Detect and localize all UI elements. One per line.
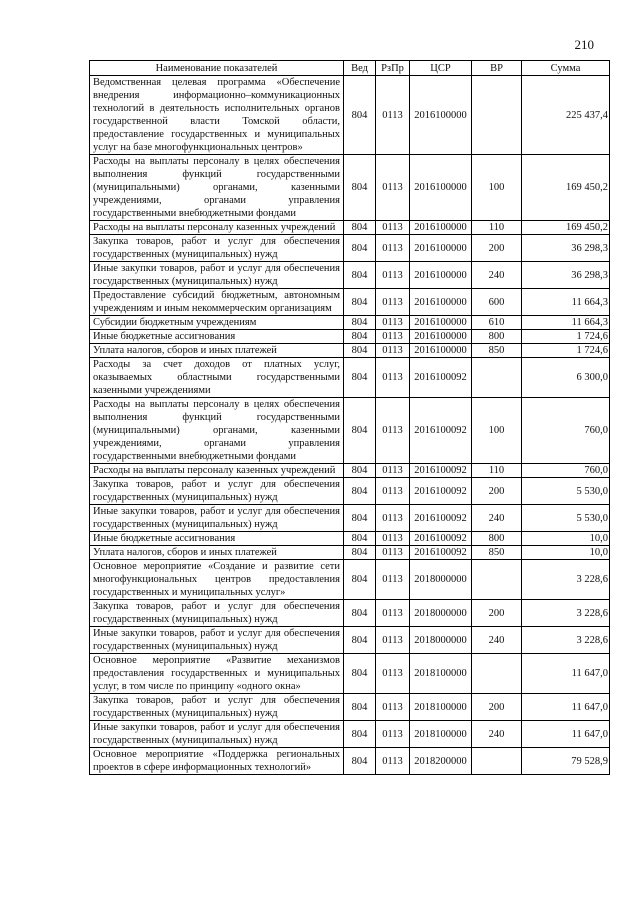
row-rzpr: 0113 — [376, 694, 410, 721]
row-sum: 11 664,3 — [522, 316, 610, 330]
budget-table — [89, 60, 610, 775]
row-name: Расходы на выплаты персоналу казенных учреждений — [90, 464, 344, 478]
row-csr: 2016100000 — [410, 344, 472, 358]
row-ved: 804 — [344, 600, 376, 627]
row-vr — [472, 654, 522, 694]
row-rzpr: 0113 — [376, 505, 410, 532]
header-rzpr: РзПр — [376, 61, 410, 76]
table-row — [90, 546, 610, 560]
row-csr: 2018000000 — [410, 600, 472, 627]
row-vr: 200 — [472, 600, 522, 627]
table-row — [90, 721, 610, 748]
row-sum: 11 664,3 — [522, 289, 610, 316]
row-name: Закупка товаров, работ и услуг для обеспечения государственных (муниципальных) нужд — [90, 694, 344, 721]
row-vr — [472, 560, 522, 600]
table-row — [90, 155, 610, 221]
row-sum: 225 437,4 — [522, 76, 610, 155]
row-csr: 2016100092 — [410, 546, 472, 560]
row-csr: 2018100000 — [410, 721, 472, 748]
row-vr: 850 — [472, 546, 522, 560]
row-sum: 5 530,0 — [522, 505, 610, 532]
row-csr: 2016100000 — [410, 289, 472, 316]
row-sum: 36 298,3 — [522, 235, 610, 262]
row-rzpr: 0113 — [376, 546, 410, 560]
row-rzpr: 0113 — [376, 464, 410, 478]
row-name: Уплата налогов, сборов и иных платежей — [90, 546, 344, 560]
row-rzpr: 0113 — [376, 316, 410, 330]
row-name: Основное мероприятие «Развитие механизмов предоставления государственных и муниципальных услуг, в том числе по принципу «одного окна» — [90, 654, 344, 694]
table-row — [90, 398, 610, 464]
row-name: Ведомственная целевая программа «Обеспечение внедрения информационно–коммуникационных технологий в деятельность исполнительных органов государственной власти Томской области, предоставление государственных и муниципальных услуг на базе многофункциональных центров» — [90, 76, 344, 155]
table-row — [90, 289, 610, 316]
row-vr — [472, 358, 522, 398]
row-csr: 2016100000 — [410, 155, 472, 221]
row-ved: 804 — [344, 560, 376, 600]
table-row — [90, 748, 610, 775]
row-name: Уплата налогов, сборов и иных платежей — [90, 344, 344, 358]
row-rzpr: 0113 — [376, 358, 410, 398]
header-sum: Сумма — [522, 61, 610, 76]
row-csr: 2018200000 — [410, 748, 472, 775]
row-name: Закупка товаров, работ и услуг для обеспечения государственных (муниципальных) нужд — [90, 600, 344, 627]
table-row — [90, 262, 610, 289]
row-ved: 804 — [344, 155, 376, 221]
row-name: Иные закупки товаров, работ и услуг для обеспечения государственных (муниципальных) нужд — [90, 262, 344, 289]
row-name: Иные закупки товаров, работ и услуг для обеспечения государственных (муниципальных) нужд — [90, 505, 344, 532]
table-row — [90, 627, 610, 654]
row-ved: 804 — [344, 464, 376, 478]
row-csr: 2016100000 — [410, 221, 472, 235]
row-vr: 110 — [472, 221, 522, 235]
row-rzpr: 0113 — [376, 235, 410, 262]
row-vr: 850 — [472, 344, 522, 358]
row-ved: 804 — [344, 398, 376, 464]
table-header-row — [90, 61, 610, 76]
header-ved: Вед — [344, 61, 376, 76]
row-rzpr: 0113 — [376, 76, 410, 155]
row-csr: 2016100000 — [410, 316, 472, 330]
table-row — [90, 600, 610, 627]
row-ved: 804 — [344, 748, 376, 775]
table-row — [90, 464, 610, 478]
row-sum: 5 530,0 — [522, 478, 610, 505]
row-csr: 2018100000 — [410, 694, 472, 721]
row-rzpr: 0113 — [376, 748, 410, 775]
header-name: Наименование показателей — [90, 61, 344, 76]
row-csr: 2016100000 — [410, 330, 472, 344]
row-vr: 240 — [472, 721, 522, 748]
table-row — [90, 358, 610, 398]
row-sum: 1 724,6 — [522, 330, 610, 344]
row-rzpr: 0113 — [376, 721, 410, 748]
row-sum: 3 228,6 — [522, 627, 610, 654]
row-ved: 804 — [344, 358, 376, 398]
row-csr: 2016100092 — [410, 478, 472, 505]
row-ved: 804 — [344, 721, 376, 748]
row-name: Субсидии бюджетным учреждениям — [90, 316, 344, 330]
row-ved: 804 — [344, 505, 376, 532]
row-rzpr: 0113 — [376, 627, 410, 654]
row-name: Расходы на выплаты персоналу в целях обеспечения выполнения функций государственными (муниципальными) органами, казенными учреждениями, органами управления государственными внебюджетными фондами — [90, 155, 344, 221]
row-name: Иные бюджетные ассигнования — [90, 330, 344, 344]
row-name: Расходы за счет доходов от платных услуг, оказываемых областными государственными казенными учреждениями — [90, 358, 344, 398]
row-sum: 11 647,0 — [522, 694, 610, 721]
row-sum: 11 647,0 — [522, 721, 610, 748]
table-row — [90, 76, 610, 155]
row-csr: 2016100092 — [410, 505, 472, 532]
row-sum: 10,0 — [522, 532, 610, 546]
row-vr — [472, 748, 522, 775]
row-ved: 804 — [344, 546, 376, 560]
row-vr: 200 — [472, 478, 522, 505]
row-vr: 100 — [472, 155, 522, 221]
row-ved: 804 — [344, 316, 376, 330]
row-ved: 804 — [344, 694, 376, 721]
row-name: Иные закупки товаров, работ и услуг для обеспечения государственных (муниципальных) нужд — [90, 627, 344, 654]
row-ved: 804 — [344, 654, 376, 694]
row-sum: 760,0 — [522, 398, 610, 464]
table-row — [90, 478, 610, 505]
row-vr: 800 — [472, 330, 522, 344]
row-rzpr: 0113 — [376, 262, 410, 289]
row-rzpr: 0113 — [376, 155, 410, 221]
row-csr: 2018100000 — [410, 654, 472, 694]
row-sum: 36 298,3 — [522, 262, 610, 289]
row-vr: 200 — [472, 694, 522, 721]
row-ved: 804 — [344, 344, 376, 358]
table-row — [90, 316, 610, 330]
row-rzpr: 0113 — [376, 221, 410, 235]
row-sum: 3 228,6 — [522, 560, 610, 600]
row-name: Закупка товаров, работ и услуг для обеспечения государственных (муниципальных) нужд — [90, 235, 344, 262]
page-number: 210 — [574, 37, 594, 52]
header-csr: ЦСР — [410, 61, 472, 76]
row-sum: 11 647,0 — [522, 654, 610, 694]
row-ved: 804 — [344, 478, 376, 505]
table-row — [90, 221, 610, 235]
row-csr: 2016100092 — [410, 358, 472, 398]
row-vr: 600 — [472, 289, 522, 316]
row-csr: 2016100000 — [410, 76, 472, 155]
table-row — [90, 235, 610, 262]
row-sum: 3 228,6 — [522, 600, 610, 627]
table-row — [90, 694, 610, 721]
row-vr: 800 — [472, 532, 522, 546]
row-sum: 79 528,9 — [522, 748, 610, 775]
row-sum: 169 450,2 — [522, 155, 610, 221]
row-vr: 100 — [472, 398, 522, 464]
table-row — [90, 560, 610, 600]
row-vr — [472, 76, 522, 155]
row-csr: 2016100000 — [410, 262, 472, 289]
row-csr: 2016100092 — [410, 398, 472, 464]
row-name: Расходы на выплаты персоналу казенных учреждений — [90, 221, 344, 235]
row-sum: 169 450,2 — [522, 221, 610, 235]
row-name: Расходы на выплаты персоналу в целях обеспечения выполнения функций государственными (муниципальными) органами, казенными учреждениями, органами управления государственными внебюджетными фондами — [90, 398, 344, 464]
row-rzpr: 0113 — [376, 330, 410, 344]
row-name: Иные закупки товаров, работ и услуг для обеспечения государственных (муниципальных) нужд — [90, 721, 344, 748]
row-name: Закупка товаров, работ и услуг для обеспечения государственных (муниципальных) нужд — [90, 478, 344, 505]
row-rzpr: 0113 — [376, 398, 410, 464]
row-name: Иные бюджетные ассигнования — [90, 532, 344, 546]
row-rzpr: 0113 — [376, 478, 410, 505]
row-rzpr: 0113 — [376, 532, 410, 546]
row-vr: 240 — [472, 262, 522, 289]
row-vr: 200 — [472, 235, 522, 262]
row-ved: 804 — [344, 262, 376, 289]
row-vr: 110 — [472, 464, 522, 478]
row-rzpr: 0113 — [376, 344, 410, 358]
row-ved: 804 — [344, 627, 376, 654]
table-row — [90, 532, 610, 546]
row-name: Основное мероприятие «Поддержка региональных проектов в сфере информационных технологий» — [90, 748, 344, 775]
row-csr: 2016100092 — [410, 464, 472, 478]
row-csr: 2016100092 — [410, 532, 472, 546]
row-rzpr: 0113 — [376, 654, 410, 694]
row-sum: 10,0 — [522, 546, 610, 560]
row-vr: 240 — [472, 627, 522, 654]
table-row — [90, 654, 610, 694]
row-ved: 804 — [344, 532, 376, 546]
table-row — [90, 330, 610, 344]
row-vr: 240 — [472, 505, 522, 532]
row-ved: 804 — [344, 76, 376, 155]
row-ved: 804 — [344, 221, 376, 235]
row-rzpr: 0113 — [376, 289, 410, 316]
row-csr: 2016100000 — [410, 235, 472, 262]
table-row — [90, 505, 610, 532]
row-name: Основное мероприятие «Создание и развитие сети многофункциональных центров предоставления государственных и муниципальных услуг» — [90, 560, 344, 600]
header-vr: ВР — [472, 61, 522, 76]
row-name: Предоставление субсидий бюджетным, автономным учреждениям и иным некоммерческим организациям — [90, 289, 344, 316]
row-vr: 610 — [472, 316, 522, 330]
table-body — [90, 76, 610, 775]
row-sum: 1 724,6 — [522, 344, 610, 358]
row-ved: 804 — [344, 289, 376, 316]
row-sum: 6 300,0 — [522, 358, 610, 398]
row-csr: 2018000000 — [410, 560, 472, 600]
table-row — [90, 344, 610, 358]
row-csr: 2018000000 — [410, 627, 472, 654]
row-rzpr: 0113 — [376, 600, 410, 627]
row-ved: 804 — [344, 235, 376, 262]
row-ved: 804 — [344, 330, 376, 344]
row-sum: 760,0 — [522, 464, 610, 478]
row-rzpr: 0113 — [376, 560, 410, 600]
